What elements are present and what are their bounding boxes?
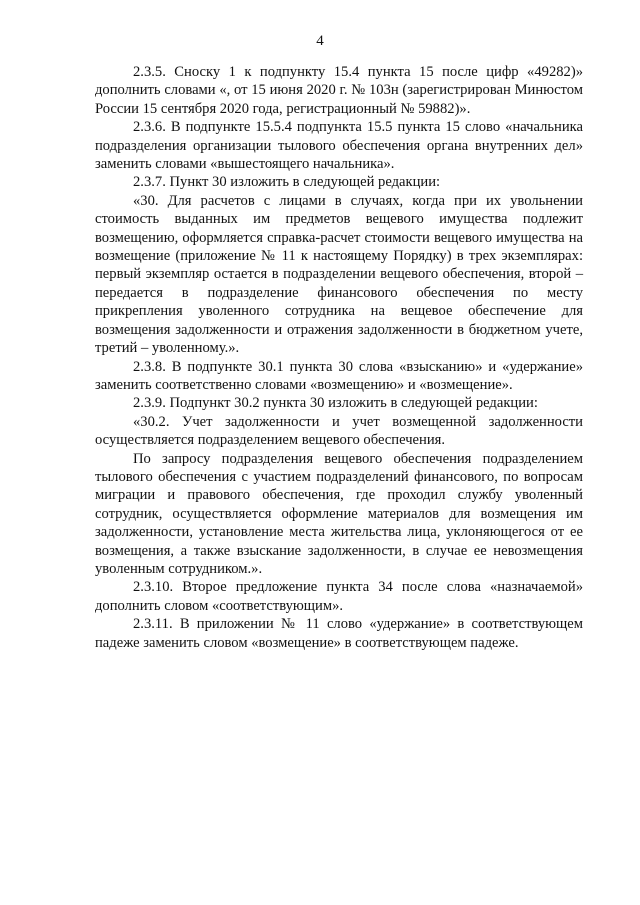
paragraph-item-30-2: «30.2. Учет задолженности и учет возмещенной задолженности осуществляется подразделением вещевого обеспечения. xyxy=(95,413,583,449)
paragraph-item-30: «30. Для расчетов с лицами в случаях, когда при их увольнении стоимость выданных им предметов вещевого имущества подлежит возмещению, оформляется справка-расчет стоимости вещевого имущества на возмещение (приложение № 11 к настоящему Порядку) в трех экземплярах: первый экземпляр остается в подразделении вещевого обеспечения, второй – передается в подразделение финансового обеспечения по месту прикрепления уволенного сотрудника на вещевое обеспечение для возмещения задолженности и отражения задолженности в бюджетном учете, третий – уволенному.». xyxy=(95,192,583,357)
paragraph-2-3-5: 2.3.5. Сноску 1 к подпункту 15.4 пункта 15 после цифр «49282)» дополнить словами «, от 15 июня 2020 г. № 103н (зарегистрирован Минюстом России 15 сентября 2020 года, регистрационный № 59882)». xyxy=(95,64,583,117)
page-number: 4 xyxy=(316,33,324,49)
paragraph-2-3-9: 2.3.9. Подпункт 30.2 пункта 30 изложить в следующей редакции: xyxy=(133,395,538,412)
paragraph-2-3-8: 2.3.8. В подпункте 30.1 пункта 30 слова «взысканию» и «удержание» заменить соответственно словами «возмещению» и «возмещение». xyxy=(95,358,583,393)
document-body xyxy=(95,63,583,652)
paragraph-2-3-10: 2.3.10. Второе предложение пункта 34 после слова «назначаемой» дополнить словом «соответствующим». xyxy=(95,579,583,614)
paragraph-item-30-2-continued: По запросу подразделения вещевого обеспечения подразделением тылового обеспечения с участием подразделений финансового, по вопросам миграции и правового обеспечения, где проходил службу уволенный сотрудник, осуществляется оформление материалов для возмещения им задолженности, установление места жительства лица, уклоняющегося от ее возмещения, а также взыскание задолженности, в случае ее невозмещения уволенным сотрудником.». xyxy=(95,450,583,577)
paragraph-2-3-6: 2.3.6. В подпункте 15.5.4 подпункта 15.5 пункта 15 слово «начальника подразделения организации тылового обеспечения органа внутренних дел» заменить словами «вышестоящего начальника». xyxy=(95,119,583,173)
paragraph-2-3-11: 2.3.11. В приложении № 11 слово «удержание» в соответствующем падеже заменить словом «возмещение» в соответствующем падеже. xyxy=(95,616,583,651)
paragraph-2-3-7: 2.3.7. Пункт 30 изложить в следующей редакции: xyxy=(133,174,441,191)
